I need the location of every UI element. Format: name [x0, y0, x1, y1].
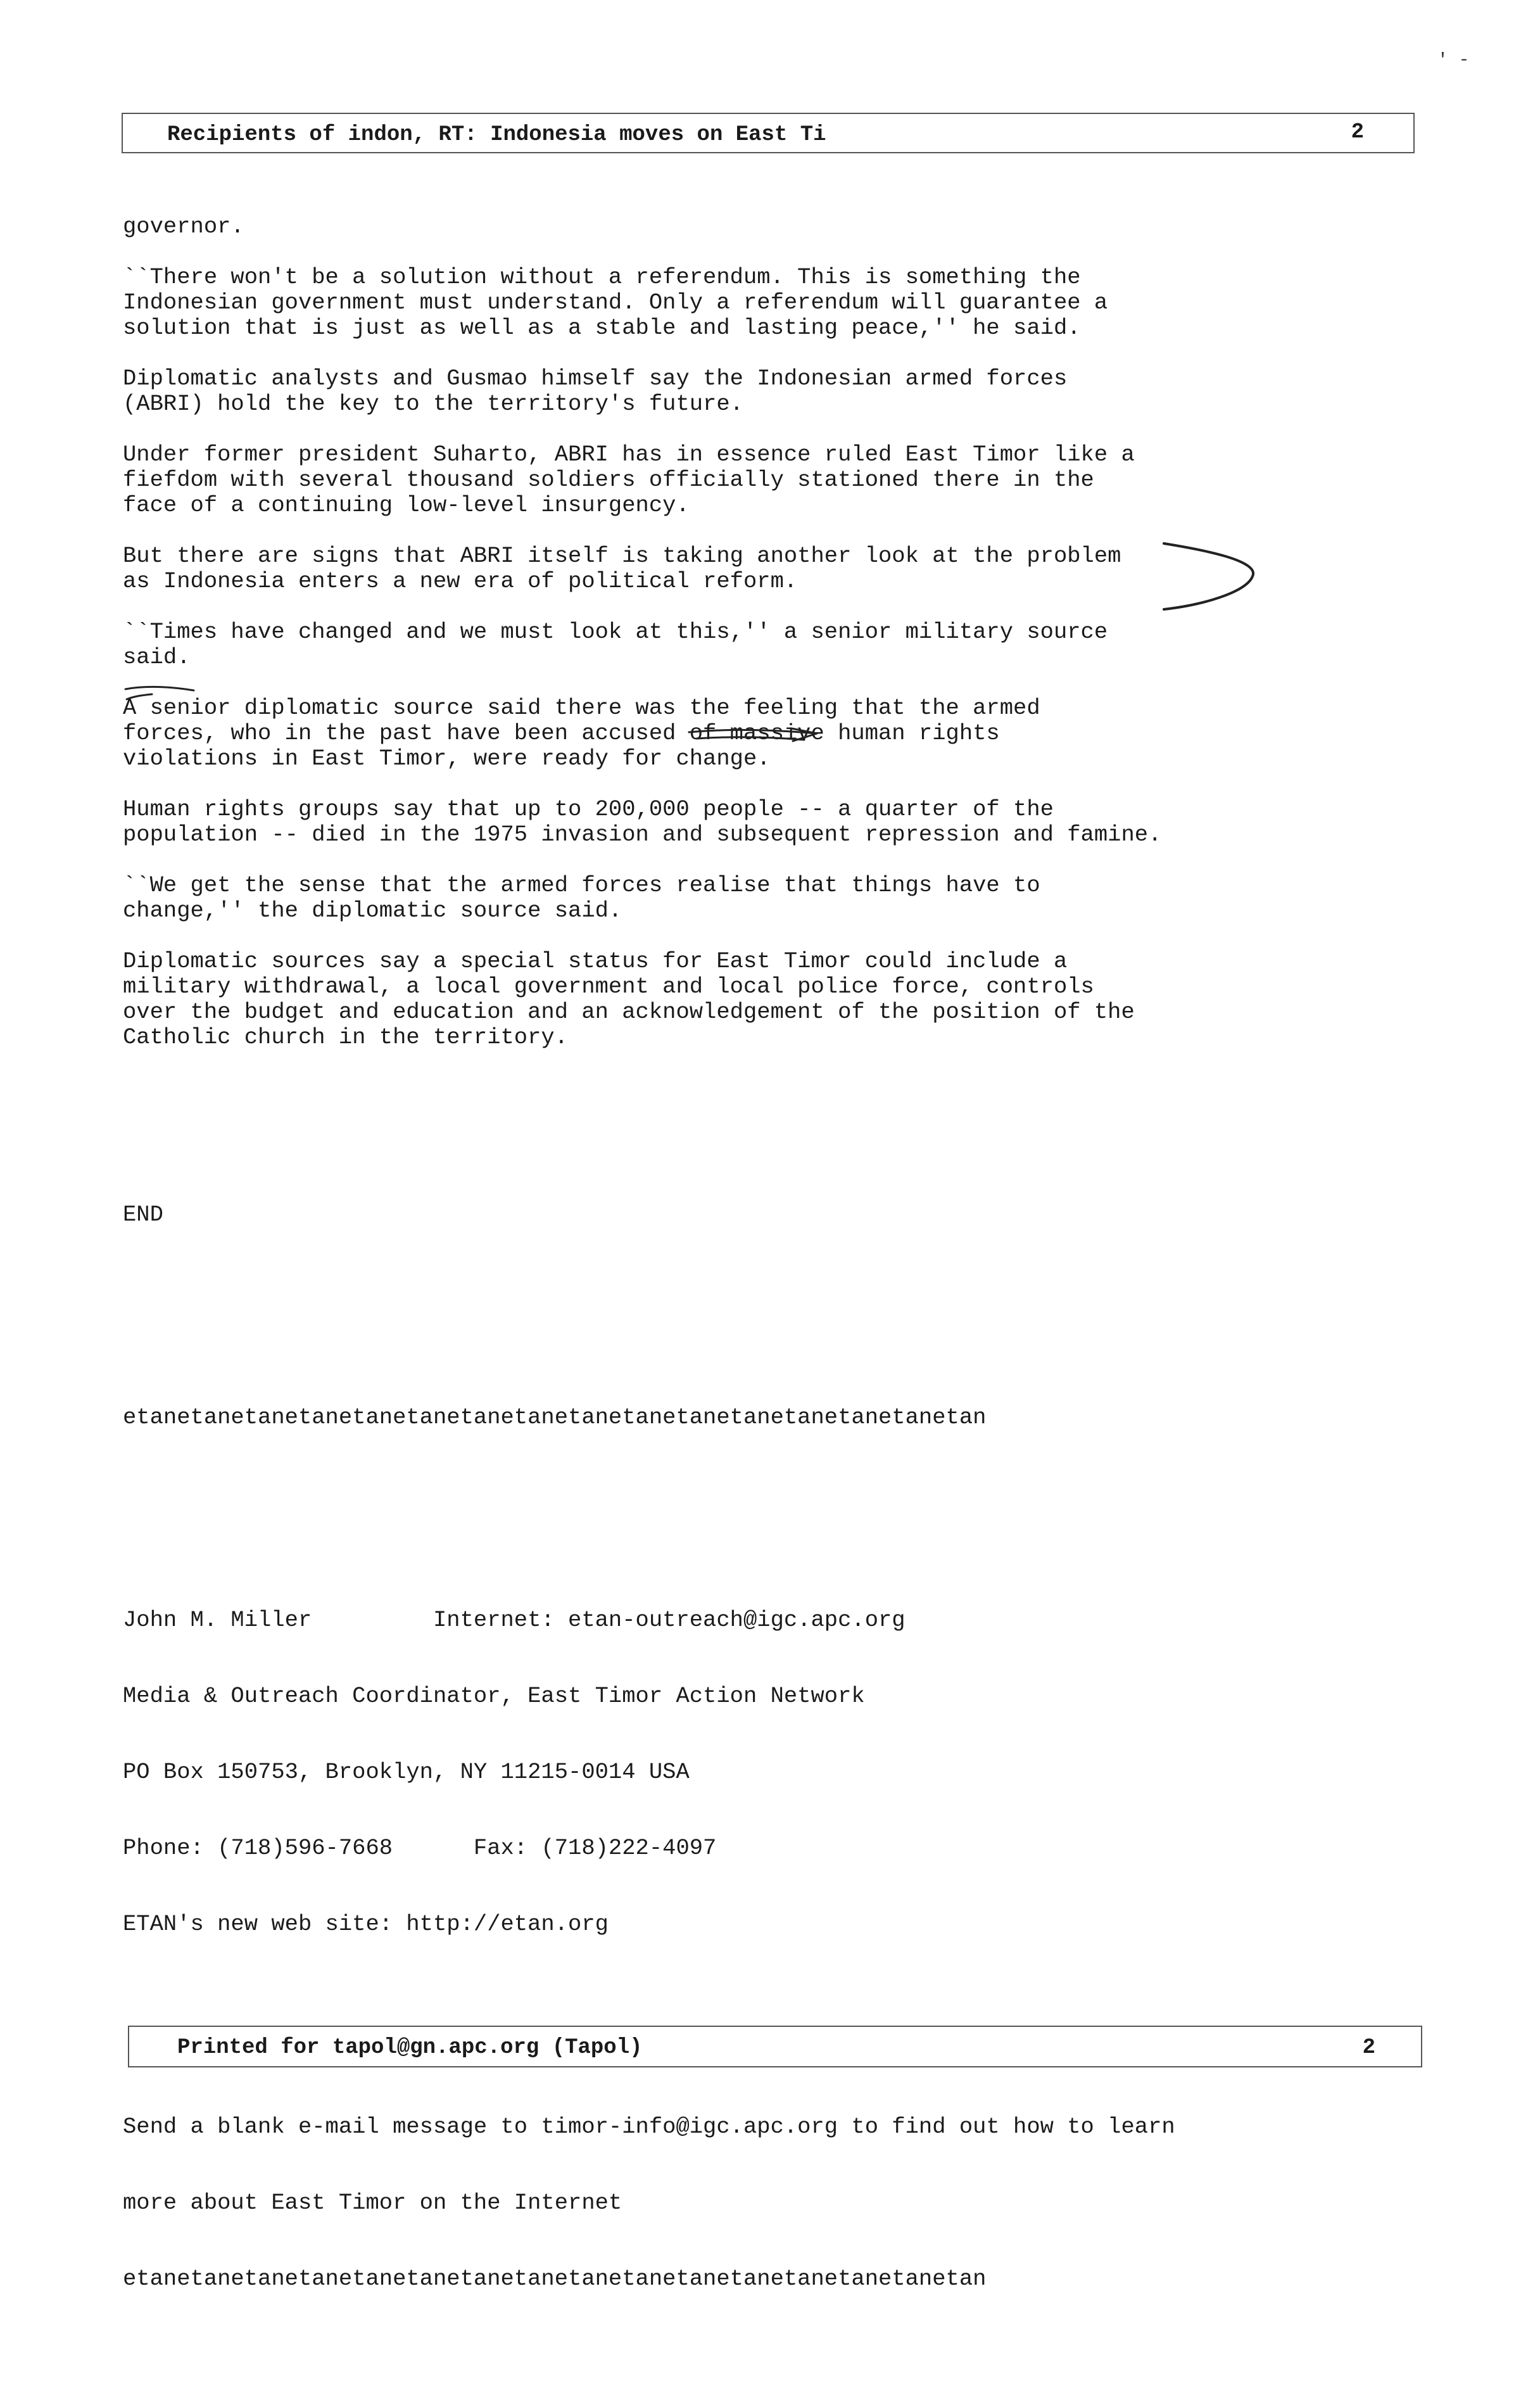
paragraph-line: ``There won't be a solution without a referendum. This is something the [123, 264, 1081, 290]
article-paragraph [123, 695, 1421, 771]
paragraph-line: violations in East Timor, were ready for change. [123, 746, 771, 771]
paragraph-line: change,'' the diplomatic source said. [123, 898, 622, 924]
article-paragraph [123, 619, 1421, 670]
end-marker: END [123, 1202, 163, 1228]
paragraph-line: population -- died in the 1975 invasion and subsequent repression and famine. [123, 822, 1162, 847]
header-page-number: 2 [1351, 120, 1364, 144]
signature-line: ETAN's new web site: http://etan.org [123, 1911, 609, 1937]
closing-separator-line: etanetanetanetanetanetanetanetanetanetanetanetanetanetanetanetan [123, 2266, 987, 2292]
paragraph-line: as Indonesia enters a new era of political reform. [123, 568, 798, 594]
footer-text: Printed for tapol@gn.apc.org (Tapol) [177, 2036, 643, 2060]
signature-line: Media & Outreach Coordinator, East Timor Action Network [123, 1683, 865, 1709]
article-paragraph [123, 543, 1421, 594]
signature-line: PO Box 150753, Brooklyn, NY 11215-0014 USA [123, 1759, 690, 1785]
paragraph-line: military withdrawal, a local government and local police force, controls [123, 974, 1094, 1000]
separator-line: etanetanetanetanetanetanetanetanetanetanetanetanetanetanetanetan [123, 1404, 987, 1430]
article-paragraph [123, 214, 1421, 239]
paragraph-line: ``Times have changed and we must look at this,'' a senior military source [123, 619, 1108, 645]
paragraph-line: over the budget and education and an acknowledgement of the position of the [123, 999, 1135, 1025]
article-paragraph [123, 873, 1421, 924]
paragraph-line: ``We get the sense that the armed forces realise that things have to [123, 872, 1040, 898]
paragraph-line: face of a continuing low-level insurgency. [123, 492, 690, 518]
paragraph-line: Human rights groups say that up to 200,000 people -- a quarter of the [123, 796, 1054, 822]
paragraph-line: forces, who in the past have been accused of massive human rights [123, 720, 1000, 746]
paragraph-line: said. [123, 644, 191, 670]
paragraph-line: solution that is just as well as a stable and lasting peace,'' he said. [123, 315, 1081, 341]
paragraph-line: fiefdom with several thousand soldiers officially stationed there in the [123, 467, 1094, 493]
signature-block [123, 1557, 1421, 1988]
closing-block [123, 2064, 1421, 2342]
paragraph-line: Under former president Suharto, ABRI has in essence ruled East Timor like a [123, 441, 1135, 467]
paragraph-line: Indonesian government must understand. Only a referendum will guarantee a [123, 289, 1108, 315]
separator-block [123, 1354, 1421, 1481]
paragraph-line: (ABRI) hold the key to the territory's future. [123, 391, 743, 417]
paragraph-line: But there are signs that ABRI itself is taking another look at the problem [123, 543, 1121, 569]
article-paragraph [123, 949, 1421, 1050]
page-header [122, 113, 1415, 153]
signature-line: Phone: (718)596-7668 Fax: (718)222-4097 [123, 1835, 717, 1861]
article-paragraph [123, 797, 1421, 847]
page-footer [128, 2026, 1422, 2067]
paragraph-line: Diplomatic analysts and Gusmao himself say the Indonesian armed forces [123, 365, 1068, 391]
article-paragraph [123, 442, 1421, 518]
corner-scan-mark: ' - [1437, 51, 1470, 70]
article-paragraphs [123, 214, 1421, 1050]
end-marker-block [123, 1152, 1421, 1278]
header-title: Recipients of indon, RT: Indonesia moves on East Ti [167, 123, 826, 147]
paragraph-line: governor. [123, 213, 244, 239]
paragraph-line: A senior diplomatic source said there was the feeling that the armed [123, 695, 1040, 721]
article-paragraph [123, 265, 1421, 341]
footer-page-number: 2 [1362, 2036, 1375, 2060]
closing-line: Send a blank e-mail message to timor-info@igc.apc.org to find out how to learn [123, 2114, 1175, 2140]
signature-line: John M. Miller Internet: etan-outreach@igc.apc.org [123, 1607, 906, 1633]
paragraph-line: Diplomatic sources say a special status for East Timor could include a [123, 948, 1068, 974]
paragraph-line: Catholic church in the territory. [123, 1024, 569, 1050]
article-paragraph [123, 366, 1421, 417]
closing-line: more about East Timor on the Internet [123, 2190, 622, 2216]
